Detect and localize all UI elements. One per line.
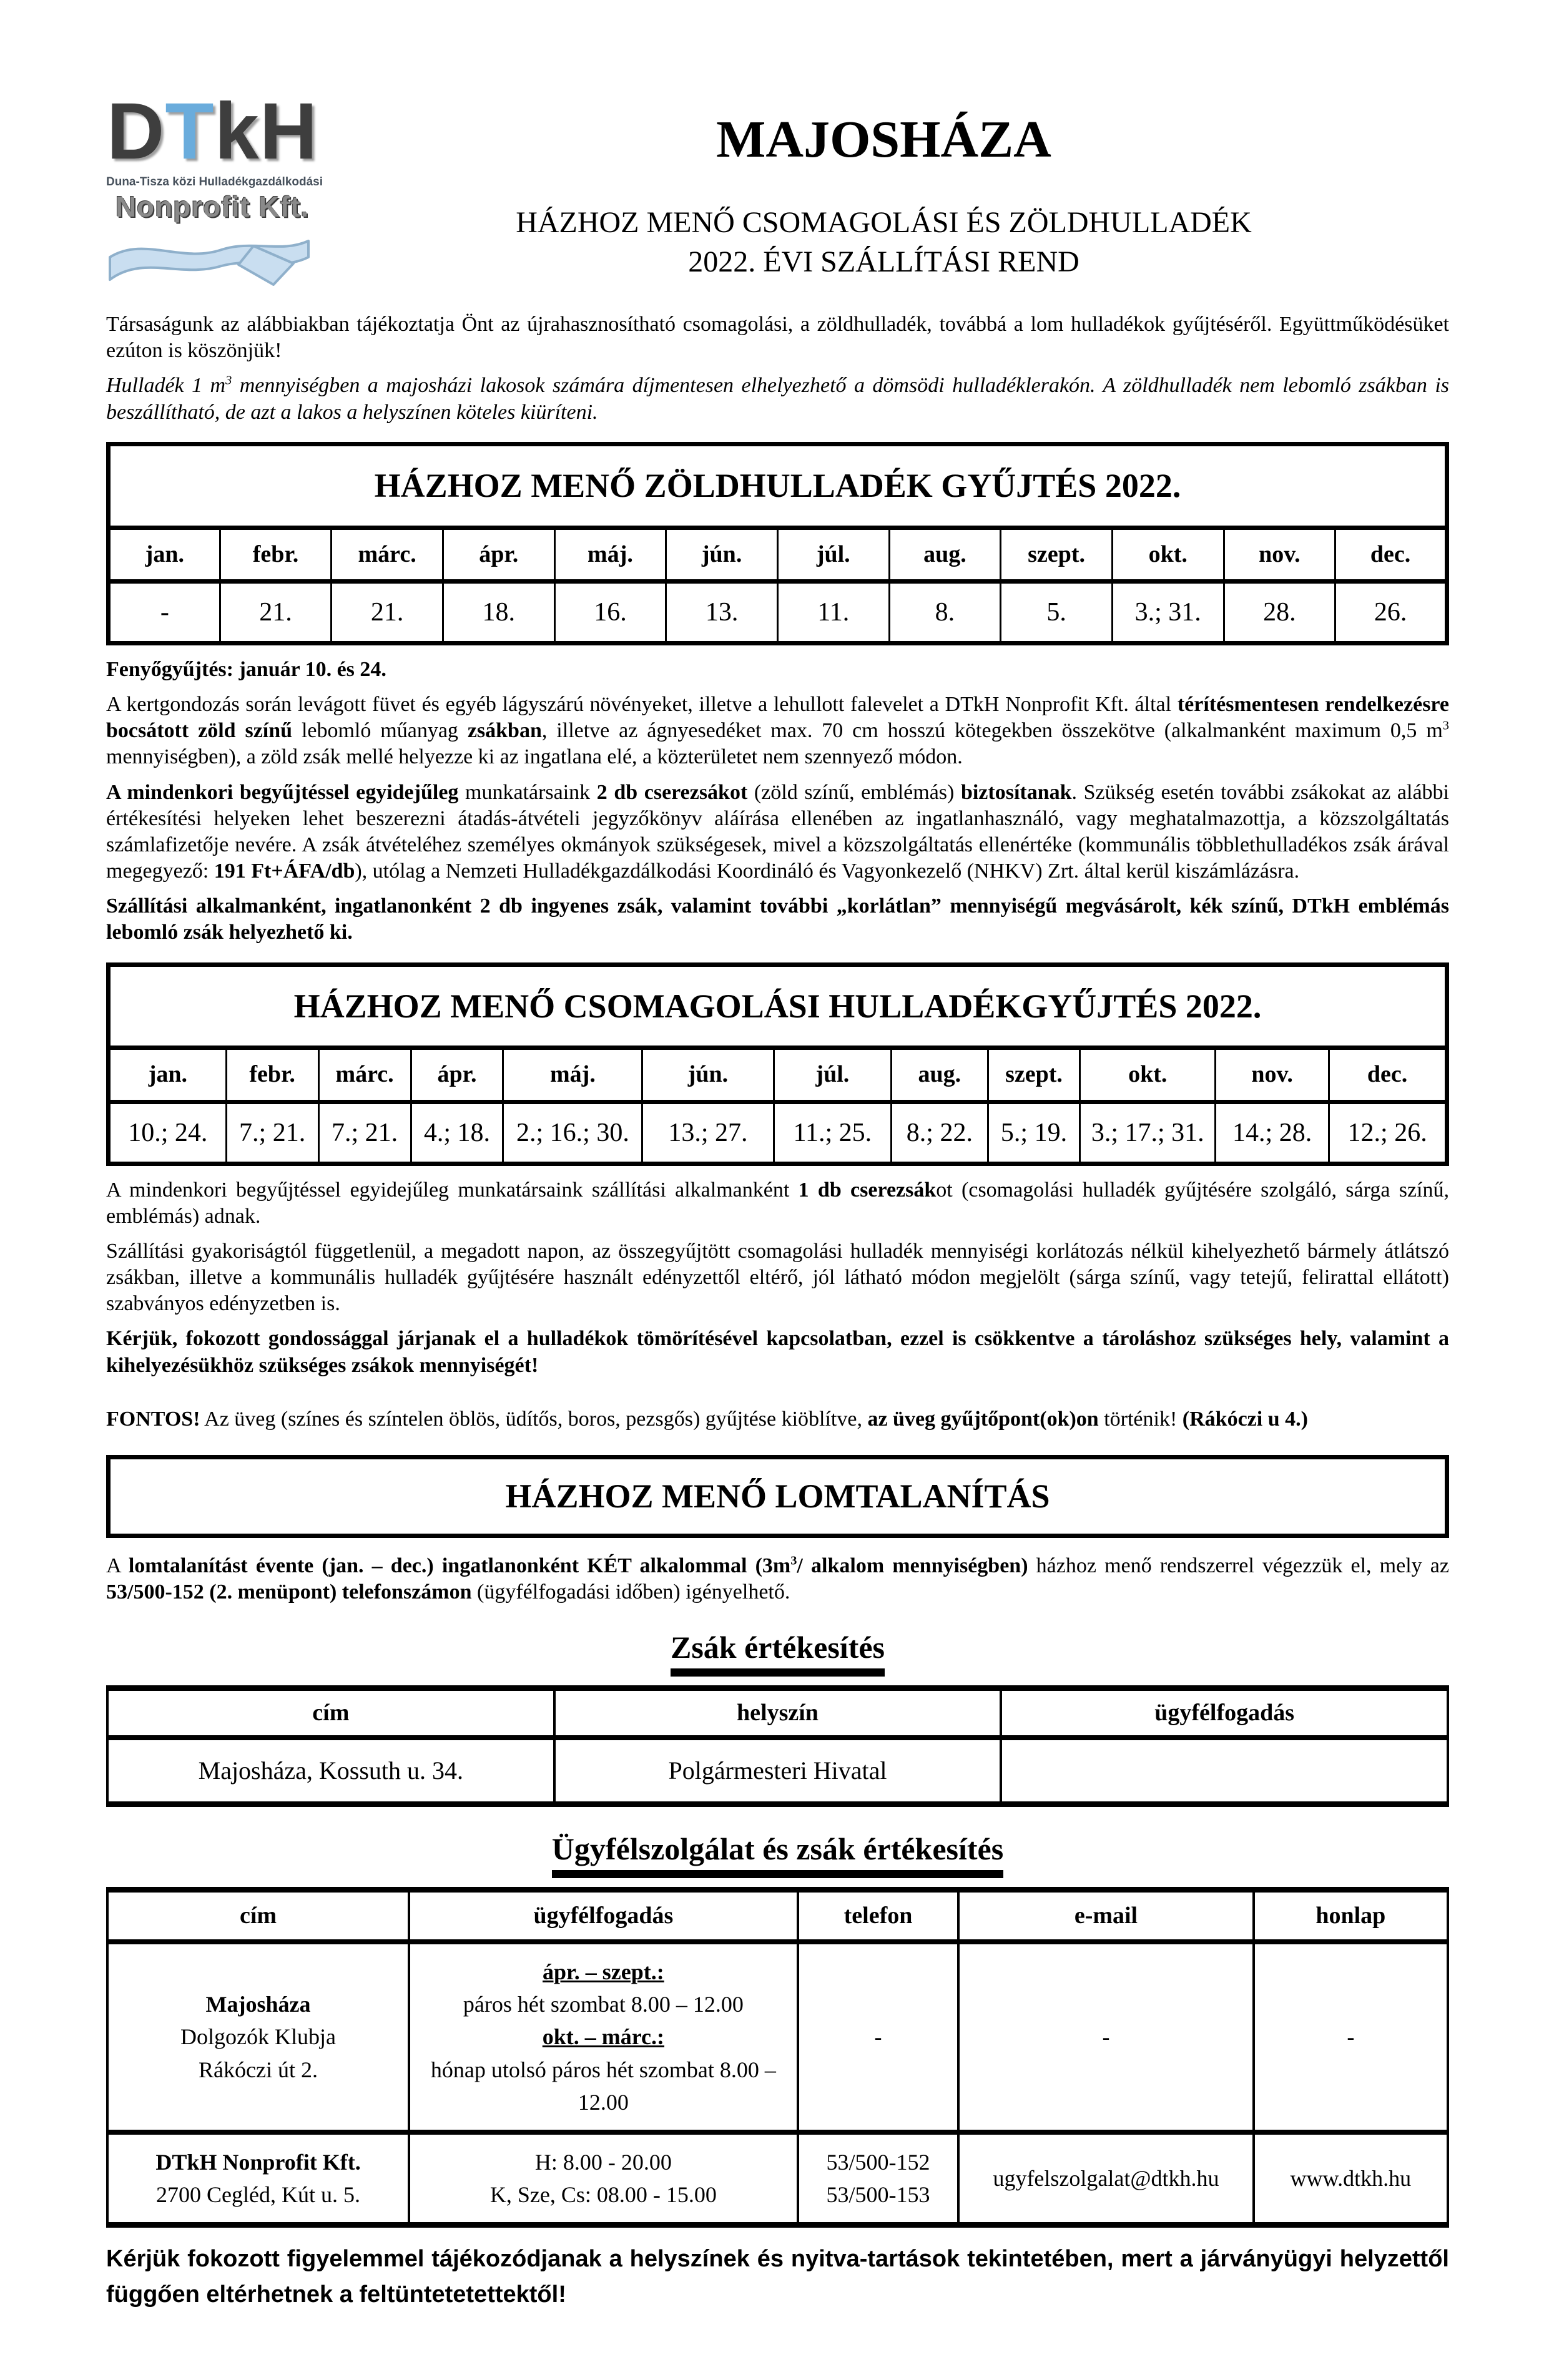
landfill-note-paragraph: Hulladék 1 $m^3$ mennyiségben a majosházi lakosok számára díjmentesen elhelyezhető a dömsödi hulladéklerakón. A zöldhulladék nem lebomló zsákban is beszállítható, de azt a lakos a helyszínen köteles kiüríteni. xyxy=(106,374,1449,424)
collection-date-cell: 28. xyxy=(1224,581,1335,643)
logo-letter-h: H xyxy=(259,87,318,176)
service-hours-cell: ápr. – szept.: páros hét szombat 8.00 – 12.00 okt. – márc.: hónap utolsó páros hét szombat 8.00 – 12.00 xyxy=(409,1942,798,2132)
service-header-address: cím xyxy=(107,1889,409,1942)
month-header-cell: máj. xyxy=(503,1048,642,1102)
collection-date-cell: 14.; 28. xyxy=(1216,1102,1329,1163)
dtkh-logo-letters xyxy=(106,87,318,176)
sack-sale-header-hours: ügyfélfogadás xyxy=(1001,1688,1448,1738)
logo-letter-k: k xyxy=(214,87,260,176)
month-header-cell: febr. xyxy=(226,1048,318,1102)
compaction-request-paragraph: Kérjük, fokozott gondossággal járjanak el a hulladékok tömörítésével kapcsolatban, ezzel is csökkentve a tároláshoz szükséges hely, valamint a kihelyezésükhöz szükséges zsákok mennyiségét! xyxy=(106,1327,1449,1377)
collection-date-cell: 8.; 22. xyxy=(892,1102,988,1163)
packaging-table-month-header-row xyxy=(109,1048,1447,1102)
packaging-table-title-row xyxy=(109,964,1447,1048)
month-header-cell: dec. xyxy=(1329,1048,1447,1102)
month-header-cell: okt. xyxy=(1080,1048,1216,1102)
collection-date-cell: 21. xyxy=(332,581,443,643)
packaging-rules-paragraph: Szállítási gyakoriságtól függetlenül, a megadott napon, az összegyűjtött csomagolási hulladék mennyiségi korlátozás nélkül kihelyezhető bármely átlátszó zsákban, illetve a kommunális hulladék gyűjtésére használt edényzettől eltérő, jól látható módon megjelölt (sárga színű, vagy tetejű, felirattal ellátott) szabványos edényzetben is. xyxy=(106,1239,1449,1316)
month-header-cell: ápr. xyxy=(443,527,554,581)
green-table-title-row xyxy=(109,444,1447,527)
month-header-cell: jún. xyxy=(666,527,778,581)
month-header-cell: jan. xyxy=(109,527,220,581)
month-header-cell: aug. xyxy=(889,527,1001,581)
month-header-cell: jan. xyxy=(109,1048,227,1102)
sack-sale-heading: Zsák értékesítés xyxy=(671,1628,885,1677)
service-website-cell: - xyxy=(1254,1942,1448,2132)
service-hours-cell: H: 8.00 - 20.00 K, Sze, Cs: 08.00 - 15.00 xyxy=(409,2132,798,2225)
sack-sale-header-row xyxy=(107,1688,1448,1738)
month-header-cell: febr. xyxy=(220,527,332,581)
page-subtitle-line2: 2022. ÉVI SZÁLLÍTÁSI REND xyxy=(688,245,1079,278)
customer-service-header-row xyxy=(107,1889,1448,1942)
service-website-cell: www.dtkh.hu xyxy=(1254,2132,1448,2225)
page-subtitle-line1: HÁZHOZ MENŐ CSOMAGOLÁSI ÉS ZÖLDHULLADÉK xyxy=(516,206,1252,240)
sack-sale-data-row xyxy=(107,1738,1448,1804)
logo-subtitle: Duna-Tisza közi Hulladékgazdálkodási xyxy=(106,175,323,189)
service-header-hours: ügyfélfogadás xyxy=(409,1889,798,1942)
service-phone-cell: 53/500-152 53/500-153 xyxy=(798,2132,959,2225)
green-table-title: HÁZHOZ MENŐ ZÖLDHULLADÉK GYŰJTÉS 2022. xyxy=(109,444,1447,527)
packaging-table-title: HÁZHOZ MENŐ CSOMAGOLÁSI HULLADÉKGYŰJTÉS 2022. xyxy=(109,964,1447,1048)
month-header-cell: júl. xyxy=(777,527,889,581)
title-block xyxy=(318,94,1449,282)
logo-letter-d: D xyxy=(106,87,165,176)
collection-date-cell: 5.; 19. xyxy=(988,1102,1080,1163)
packaging-table-dates-row xyxy=(109,1102,1447,1163)
month-header-cell: nov. xyxy=(1216,1048,1329,1102)
green-table-dates-row xyxy=(109,581,1447,643)
collection-date-cell: 3.; 17.; 31. xyxy=(1080,1102,1216,1163)
month-header-cell: júl. xyxy=(774,1048,892,1102)
sack-sale-heading-wrap xyxy=(106,1628,1449,1677)
collection-date-cell: 11.; 25. xyxy=(774,1102,892,1163)
collection-date-cell: 5. xyxy=(1001,581,1113,643)
service-phone-cell: - xyxy=(798,1942,959,2132)
month-header-cell: nov. xyxy=(1224,527,1335,581)
green-table-month-header-row xyxy=(109,527,1447,581)
collection-date-cell: 13.; 27. xyxy=(642,1102,774,1163)
packaging-bag-exchange-paragraph: A mindenkori begyűjtéssel egyidejűleg munkatársaink szállítási alkalmanként 1 db cserezsákot (csomagolási hulladék gyűjtésére szolgáló, sárga színű, emblémás) adnak. xyxy=(106,1178,1449,1228)
logo-company-name: Nonprofit Kft. xyxy=(115,190,310,223)
sack-sale-header-address: cím xyxy=(107,1688,554,1738)
bulky-waste-box-title: HÁZHOZ MENŐ LOMTALANÍTÁS xyxy=(106,1455,1449,1538)
month-header-cell: okt. xyxy=(1112,527,1224,581)
month-header-cell: jún. xyxy=(642,1048,774,1102)
collection-date-cell: 13. xyxy=(666,581,778,643)
collection-date-cell: 16. xyxy=(554,581,666,643)
glass-important-paragraph: FONTOS! Az üveg (színes és színtelen öblös, üdítős, boros, pezsgős) gyűjtése kiöblítve, az üveg gyűjtőpont(ok)on történik! (Rákóczi u 4.) xyxy=(106,1407,1308,1431)
month-header-cell: ápr. xyxy=(411,1048,503,1102)
service-address-cell: DTkH Nonprofit Kft. 2700 Cegléd, Kút u. 5. xyxy=(107,2132,409,2225)
collection-date-cell: 7.; 21. xyxy=(318,1102,411,1163)
service-email-cell: ugyfelszolgalat@dtkh.hu xyxy=(958,2132,1253,2225)
collection-date-cell: 18. xyxy=(443,581,554,643)
green-waste-schedule-table xyxy=(106,442,1449,645)
packaging-waste-schedule-table xyxy=(106,962,1449,1166)
collection-date-cell: 12.; 26. xyxy=(1329,1102,1447,1163)
intro-paragraph: Társaságunk az alábbiakban tájékoztatja Önt az újrahasznosítható csomagolási, a zöldhulladék, továbbá a lom hulladékok gyűjtéséről. Együttműködésüket ezúton is köszönjük! xyxy=(106,313,1449,363)
month-header-cell: márc. xyxy=(332,527,443,581)
service-row-dtkh xyxy=(107,2132,1448,2225)
customer-service-heading: Ügyfélszolgálat és zsák értékesítés xyxy=(552,1829,1003,1878)
pine-collection-line: Fenyőgyűjtés: január 10. és 24. xyxy=(106,657,386,681)
service-header-email: e-mail xyxy=(958,1889,1253,1942)
green-bag-exchange-paragraph: A mindenkori begyűjtéssel egyidejűleg munkatársaink 2 db cserezsákot (zöld színű, emblémás) biztosítanak. Szükség esetén további zsákokat az alábbi értékesítési helyeken lehet beszerezni átadás-átvételi jegyzőkönyv aláírása ellenében az ingatlanhasználó, vagy meghatalmazottja, a közszolgáltatás számlafizetője nevére. A zsák átvételéhez személyes okmányok szükségesek, mivel a közszolgáltatás ellenértéke (kommunális többlethulladékos zsák árával megegyező: 191 Ft+ÁFA/db), utólag a Nemzeti Hulladékgazdálkodási Koordináló és Vagyonkezelő (NHKV) Zrt. által kerül kiszámlázásra. xyxy=(106,780,1450,883)
month-header-cell: szept. xyxy=(1001,527,1113,581)
collection-date-cell: 3.; 31. xyxy=(1112,581,1224,643)
service-address-cell: Majosháza Dolgozók Klubja Rákóczi út 2. xyxy=(107,1942,409,2132)
collection-date-cell: 7.; 21. xyxy=(226,1102,318,1163)
customer-service-heading-wrap xyxy=(106,1829,1449,1878)
collection-date-cell: 11. xyxy=(777,581,889,643)
bulky-waste-paragraph: A lomtalanítást évente (jan. – dec.) ingatlanonként KÉT alkalommal ($3m^3/$ alkalom mennyiségben) házhoz menő rendszerrel végezzük el, mely az 53/500-152 (2. menüpont) telefonszámon (ügyfélfogadási időben) igényelhető. xyxy=(106,1554,1449,1604)
collection-date-cell: 10.; 24. xyxy=(109,1102,227,1163)
collection-date-cell: 21. xyxy=(220,581,332,643)
collection-date-cell: 8. xyxy=(889,581,1001,643)
sack-sale-location-cell: Polgármesteri Hivatal xyxy=(554,1738,1001,1804)
month-header-cell: dec. xyxy=(1335,527,1447,581)
month-header-cell: szept. xyxy=(988,1048,1080,1102)
month-header-cell: aug. xyxy=(892,1048,988,1102)
green-rules-paragraph: A kertgondozás során levágott füvet és egyéb lágyszárú növényeket, illetve a lehullott falevelet a DTkH Nonprofit Kft. által térítésmentesen rendelkezésre bocsátott zöld színű lebomló műanyag zsákban, illetve az ágnyesedéket max. 70 cm hosszú kötegekben összekötve (alkalmanként maximum 0,5 $m^3$ mennyiségben), a zöld zsák mellé helyezze ki az ingatlana elé, a közterületet nem szennyező módon. xyxy=(106,693,1450,769)
collection-date-cell: 4.; 18. xyxy=(411,1102,503,1163)
service-header-website: honlap xyxy=(1254,1889,1448,1942)
sack-sale-table xyxy=(106,1685,1449,1807)
service-email-cell: - xyxy=(958,1942,1253,2132)
sack-sale-address-cell: Majosháza, Kossuth u. 34. xyxy=(107,1738,554,1804)
sack-sale-hours-cell xyxy=(1001,1738,1448,1804)
logo-ribbon-icon xyxy=(106,227,312,286)
logo-letter-t: T xyxy=(165,87,215,176)
customer-service-table xyxy=(106,1887,1449,2228)
page-title: MAJOSHÁZA xyxy=(716,110,1051,169)
service-header-phone: telefon xyxy=(798,1889,959,1942)
service-row-majoshaza xyxy=(107,1942,1448,2132)
collection-date-cell: 26. xyxy=(1335,581,1447,643)
green-bag-limit-paragraph: Szállítási alkalmanként, ingatlanonként 2 db ingyenes zsák, valamint további „korlátlan” mennyiségű megvásárolt, kék színű, DTkH emblémás lebomló zsák helyezhető ki. xyxy=(106,894,1449,944)
collection-date-cell: 2.; 16.; 30. xyxy=(503,1102,642,1163)
epidemic-warning-note: Kérjük fokozott figyelemmel tájékozódjanak a helyszínek és nyitva-tartások tekintetében, mert a járványügyi helyzettől függően eltérhetnek a feltüntetetettektől! xyxy=(106,2246,1449,2308)
dtkh-logo xyxy=(106,87,323,286)
month-header-cell: márc. xyxy=(318,1048,411,1102)
sack-sale-header-location: helyszín xyxy=(554,1688,1001,1738)
collection-date-cell: - xyxy=(109,581,220,643)
document-header xyxy=(106,87,1449,286)
month-header-cell: máj. xyxy=(554,527,666,581)
page-subtitle xyxy=(318,203,1449,282)
